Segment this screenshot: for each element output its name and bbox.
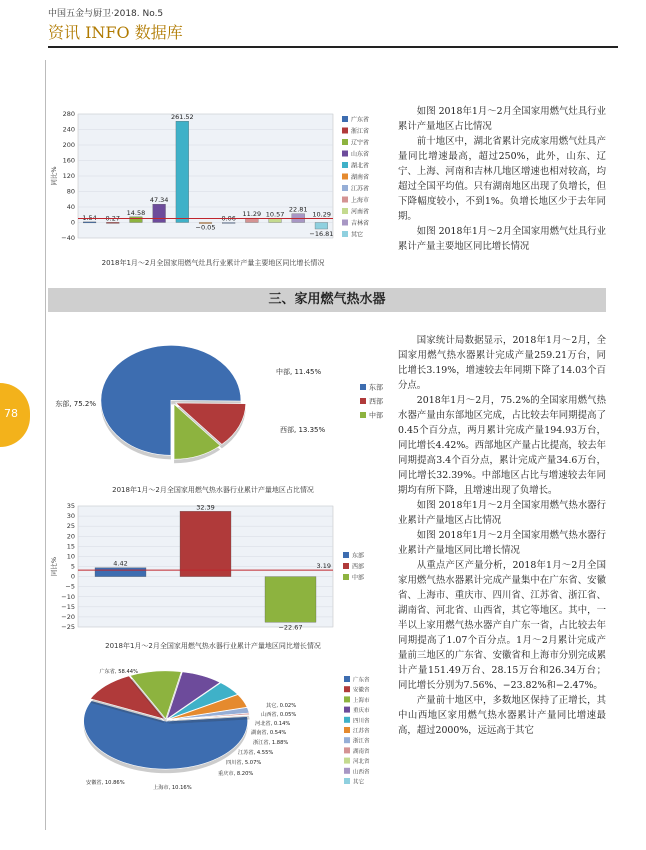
slice-label: 浙江省, 1.88% [253,740,289,746]
data-label: 0.27 [105,214,121,223]
slice-label: 四川省, 5.07% [226,760,262,766]
bar [180,511,231,576]
bar [265,577,316,623]
legend-swatch [344,686,350,692]
average-label: 3.19 [316,562,331,571]
y-tick-label: −5 [65,582,75,591]
chart-region-growth [48,500,378,635]
y-tick-label: 160 [62,156,75,165]
legend-swatch [343,552,349,558]
slice-label: 中部, 11.45% [276,368,322,376]
legend-swatch [342,174,348,180]
y-tick-label: −20 [61,612,75,621]
slice-label: 西部, 13.35% [280,426,326,434]
legend-label: 重庆市 [353,708,370,715]
margin-rule [45,60,46,830]
y-tick-label: −15 [61,602,75,611]
legend-swatch [342,208,348,214]
paragraph: 如图 2018年1月～2月全国家用燃气热水器行业累计产量地区占比情况 [398,500,606,526]
y-axis-label: 同比% [50,166,58,186]
y-tick-label: 40 [66,203,75,211]
legend-label: 上海市 [351,197,370,204]
legend-swatch [344,768,350,774]
y-tick-label: −10 [61,592,75,601]
journal-header: 中国五金与厨卫·2018. No.5 [48,9,164,19]
legend-label: 山西省 [353,769,370,776]
y-tick-label: 30 [66,512,75,521]
y-tick-label: 15 [66,542,75,551]
bar [153,204,166,222]
bar [176,121,189,222]
data-label: −16.81 [309,230,334,239]
page-number: 78 [4,407,18,420]
y-tick-label: −25 [61,623,75,631]
data-label: 261.52 [170,113,194,122]
data-label: 1.54 [82,213,97,222]
legend-swatch [342,197,348,203]
legend-swatch [360,398,366,404]
y-tick-label: 35 [66,502,75,510]
legend-label: 江苏省 [353,728,370,735]
bar [130,217,143,223]
slice-label: 江苏省, 4.55% [238,750,274,756]
bar [106,222,119,223]
paragraph: 2018年1月～2月，75.2%的全国家用燃气热水器产量由东部地区完成，占比较去年同期提高了0.45个百分点，两月累计完成产量194.93万台，同比增长4.42%。西部地区产量占比提高，较去年同期提高3.4个百分点，累计完成产量34.6万台，同比增长32.39%。中部地区占比与增速较去年同期均有所下降，且增速出现了负增长。 [398,395,606,496]
y-tick-label: 120 [62,172,75,180]
legend-label: 吉林省 [351,220,370,227]
legend-label: 四川省 [353,718,370,725]
slice-label: 上海市, 10.16% [153,785,192,791]
y-tick-label: 0 [70,218,75,227]
legend-label: 西部 [352,563,365,571]
data-label: 22.81 [288,205,308,214]
text-column-main [398,333,606,738]
slice-label: 其它, 0.02% [266,703,297,709]
legend-swatch [342,128,348,134]
legend-swatch [342,185,348,191]
legend-label: 山东省 [351,151,370,158]
paragraph: 如图 2018年1月～2月全国家用燃气灶具行业累计产量主要地区同比增长情况 [398,226,606,252]
section-title: 三、家用燃气热水器 [268,292,386,307]
legend-swatch [344,717,350,723]
paragraph: 国家统计局数据显示，2018年1月～2月，全国家用燃气热水器累计完成产量259.21万台，同比增长3.19%，增速较去年同期下降了14.03个百分点。 [398,335,606,391]
y-tick-label: 5 [70,562,75,571]
bar [83,222,96,223]
y-axis-label: 同比% [50,556,58,577]
data-label: −0.05 [195,223,216,232]
legend-label: 浙江省 [353,738,370,745]
legend-label: 安徽省 [353,687,370,694]
legend-swatch [342,151,348,157]
legend-label: 其它 [353,779,365,786]
legend-label: 浙江省 [351,128,370,135]
text-column-top [398,104,606,254]
legend-label: 其它 [351,231,364,239]
legend-label: 广东省 [353,677,370,684]
bar [315,223,328,230]
legend-label: 辽宁省 [351,139,370,147]
data-label: 4.42 [113,559,128,568]
data-label: 47.34 [149,196,169,205]
slice-label: 广东省, 58.44% [99,669,138,675]
data-label: 14.58 [126,208,146,217]
chart-province-share [48,664,378,804]
data-label: 0.06 [221,214,236,223]
y-tick-label: 80 [66,187,75,196]
paragraph: 前十地区中，湖北省累计完成家用燃气灶具产量同比增速最高，超过250%，此外，山东、辽宁、上海、河南和吉林几地区增速也相对较高，均超过全国平均值。只有湖南地区出现了负增长，但下降幅度较小，不到1%。负增长地区少于去年同期。 [398,136,606,222]
page-number-tab [0,383,30,447]
legend-swatch [342,116,348,122]
slice-label: 湖南省, 0.54% [251,730,287,736]
y-tick-label: 10 [66,552,75,561]
paragraph: 如图 2018年1月～2月全国家用燃气热水器行业累计产量地区同比增长情况 [398,530,606,556]
legend-swatch [342,139,348,145]
legend-swatch [344,696,350,702]
legend-swatch [342,162,348,168]
data-label: 32.39 [196,503,215,512]
slice-label: 安徽省, 10.86% [86,780,125,786]
legend-label: 西部 [369,397,383,406]
legend-label: 江苏省 [351,185,370,193]
paragraph: 从重点产区产量分析，2018年1月～2月全国家用燃气热水器累计完成产量集中在广东省、安徽省、上海市、重庆市、四川省、江苏省、浙江省、湖南省、河北省、山西省，其它等地区。其中，一半以上家用燃气热水器产自广东一省，占比较去年同期提高了1.07个百分点。1月～2月累计完成产量前三地区的广东省、安徽省和上海市分别完成累计产量151.49万台、28.15万台和26.34万台；同比增长分别为7.56%、−23.82%和−2.47%。 [398,560,606,691]
legend-label: 中部 [369,411,383,420]
legend-label: 上海市 [353,697,370,704]
slice-label: 东部, 75.2% [55,400,96,408]
y-tick-label: 280 [62,110,75,118]
chart-region-share [48,322,388,480]
y-tick-label: 240 [62,125,75,134]
chart1-caption: 2018年1月～2月全国家用燃气灶具行业累计产量主要地区同比增长情况 [101,259,325,267]
y-tick-label: 20 [66,532,75,541]
legend-label: 湖北省 [351,162,370,170]
legend-label: 湖南省 [353,748,370,755]
y-tick-label: −40 [61,234,75,242]
legend-swatch [342,220,348,226]
slice-label: 山西省, 0.05% [261,712,297,718]
legend-swatch [343,574,349,580]
y-tick-label: 0 [70,572,75,581]
legend-swatch [360,384,366,390]
chart3-caption: 2018年1月～2月全国家用燃气热水器行业累计产量地区同比增长情况 [105,642,321,650]
chart-stove-growth [48,104,388,274]
legend-label: 中部 [352,574,365,582]
legend-swatch [344,727,350,733]
bar [269,218,282,222]
header-rule [48,46,618,48]
chart2-caption: 2018年1月～2月全国家用燃气热水器行业累计产量地区占比情况 [112,486,314,494]
paragraph: 产量前十地区中，多数地区保持了正增长，其中山西地区家用燃气热水器累计产量同比增速最高，超过2000%，远远高于其它 [398,695,606,736]
legend-swatch [344,778,350,784]
legend-swatch [344,747,350,753]
data-label: 11.29 [242,210,262,219]
legend-label: 河北省 [353,759,370,766]
legend-swatch [344,737,350,743]
legend-swatch [360,412,366,418]
bar [95,568,146,577]
bar [222,222,235,223]
slice-label: 重庆市, 8.20% [218,771,254,777]
average-label: 10.29 [312,210,331,219]
legend-swatch [344,676,350,682]
legend-swatch [342,231,348,237]
legend-swatch [344,758,350,764]
y-tick-label: 25 [66,522,75,531]
legend-swatch [344,707,350,713]
legend-label: 东部 [369,383,383,392]
legend-label: 湖南省 [351,174,370,181]
y-tick-label: 200 [62,141,75,149]
slice-label: 河北省, 0.14% [255,721,291,727]
paragraph: 如图 2018年1月～2月全国家用燃气灶具行业累计产量地区占比情况 [398,106,606,132]
legend-label: 河南省 [351,208,370,216]
data-label: −22.67 [278,623,303,632]
legend-swatch [343,563,349,569]
data-label: 10.57 [265,210,285,219]
legend-label: 广东省 [351,116,370,124]
legend-label: 东部 [352,552,365,560]
section-header: 资讯 INFO 数据库 [48,23,183,42]
